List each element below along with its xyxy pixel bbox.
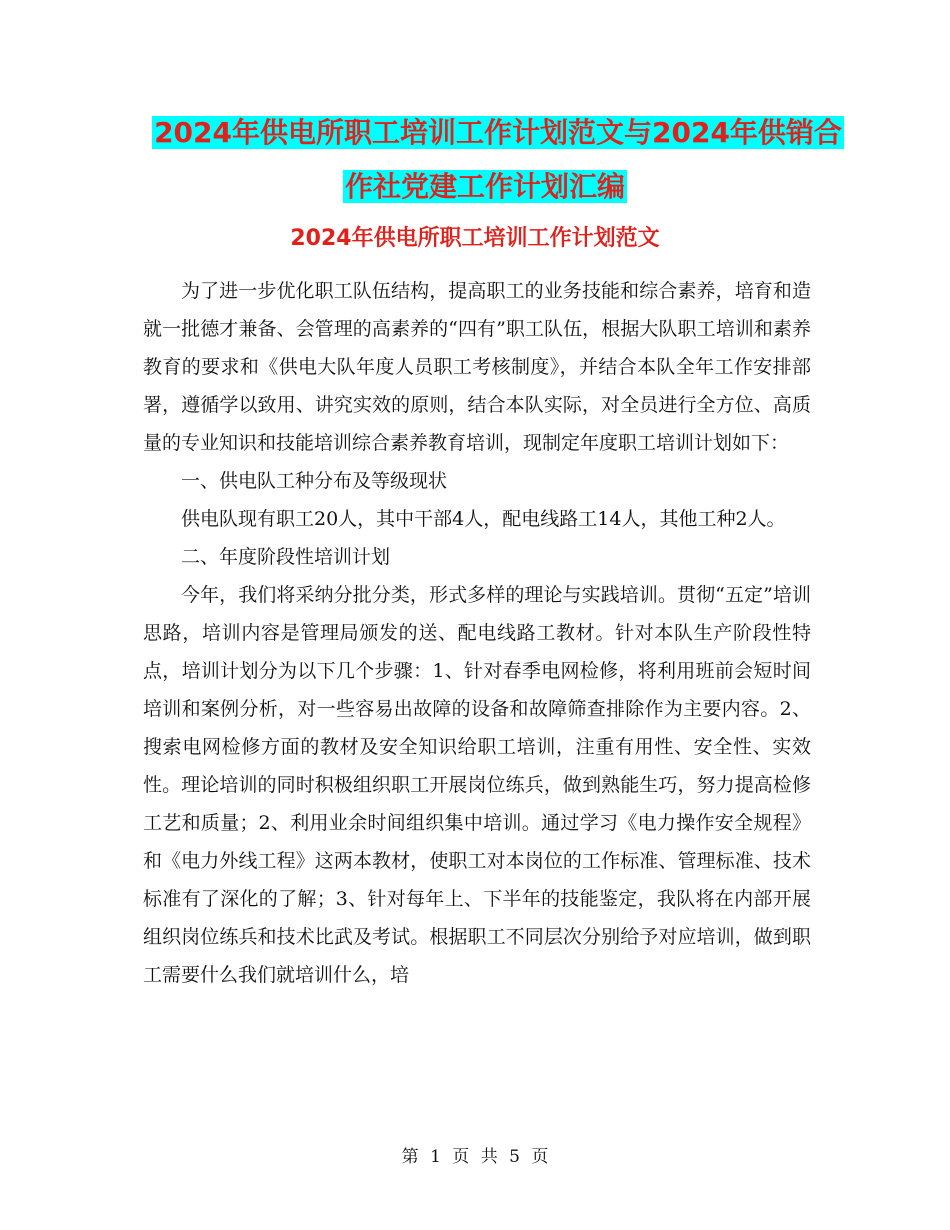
footer-total-pages: 5 bbox=[509, 1147, 520, 1167]
paragraph-plan: 今年，我们将采纳分批分类，形式多样的理论与实践培训。贯彻“五定”培训思路，培训内容是管理局颁发的送、配电线路工教材。针对本队生产阶段性特点，培训计划分为以下几个步骤：1、针对春季电网检修，将利用班前会短时间培训和案例分析，对一些容易出故障的设备和故障筛查排除作为主要内容。2、搜索电网检修方面的教材及安全知识给职工培训，注重有用性、安全性、实效性。理论培训的同时积极组织职工开展岗位练兵，做到熟能生巧，努力提高检修工艺和质量；2、利用业余时间组织集中培训。通过学习《电力操作安全规程》和《电力外线工程》这两本教材，使职工对本岗位的工作标准、管理标准、技术标准有了深化的了解；3、针对每年上、下半年的技能鉴定，我队将在内部开展组织岗位练兵和技术比武及考试。根据职工不同层次分别给予对应培训，做到职工需要什么我们就培训什么，培 bbox=[143, 584, 811, 986]
heading-section-1: 一、供电队工种分布及等级现状 bbox=[181, 470, 448, 492]
footer-current-page: 1 bbox=[430, 1147, 441, 1167]
heading-section-2: 二、年度阶段性培训计划 bbox=[181, 546, 391, 568]
document-title bbox=[0, 112, 950, 220]
paragraph-intro: 为了进一步优化职工队伍结构，提高职工的业务技能和综合素养，培育和造就一批德才兼备、会管理的高素养的“四有”职工队伍，根据大队职工培训和素养教育的要求和《供电大队年度人员职工考核制度》，并结合本队全年工作安排部署，遵循学以致用、讲究实效的原则，结合本队实际，对全员进行全方位、高质量的专业知识和技能培训综合素养教育培训，现制定年度职工培训计划如下： bbox=[143, 280, 811, 454]
footer-prefix: 第 bbox=[401, 1147, 419, 1167]
paragraph-staff: 供电队现有职工20人，其中干部4人，配电线路工14人，其他工种2人。 bbox=[181, 508, 786, 530]
footer-page-label: 页 bbox=[452, 1147, 470, 1167]
footer-suffix: 页 bbox=[531, 1147, 549, 1167]
title-line-1: 2024年供电所职工培训工作计划范文与2024年供销合 bbox=[154, 116, 842, 149]
footer-total-label: 共 bbox=[480, 1147, 498, 1167]
page-footer bbox=[0, 1142, 950, 1172]
title-line-2: 作社党建工作计划汇编 bbox=[345, 170, 626, 203]
section-title: 2024年供电所职工培训工作计划范文 bbox=[290, 226, 660, 251]
document-body bbox=[143, 272, 811, 994]
